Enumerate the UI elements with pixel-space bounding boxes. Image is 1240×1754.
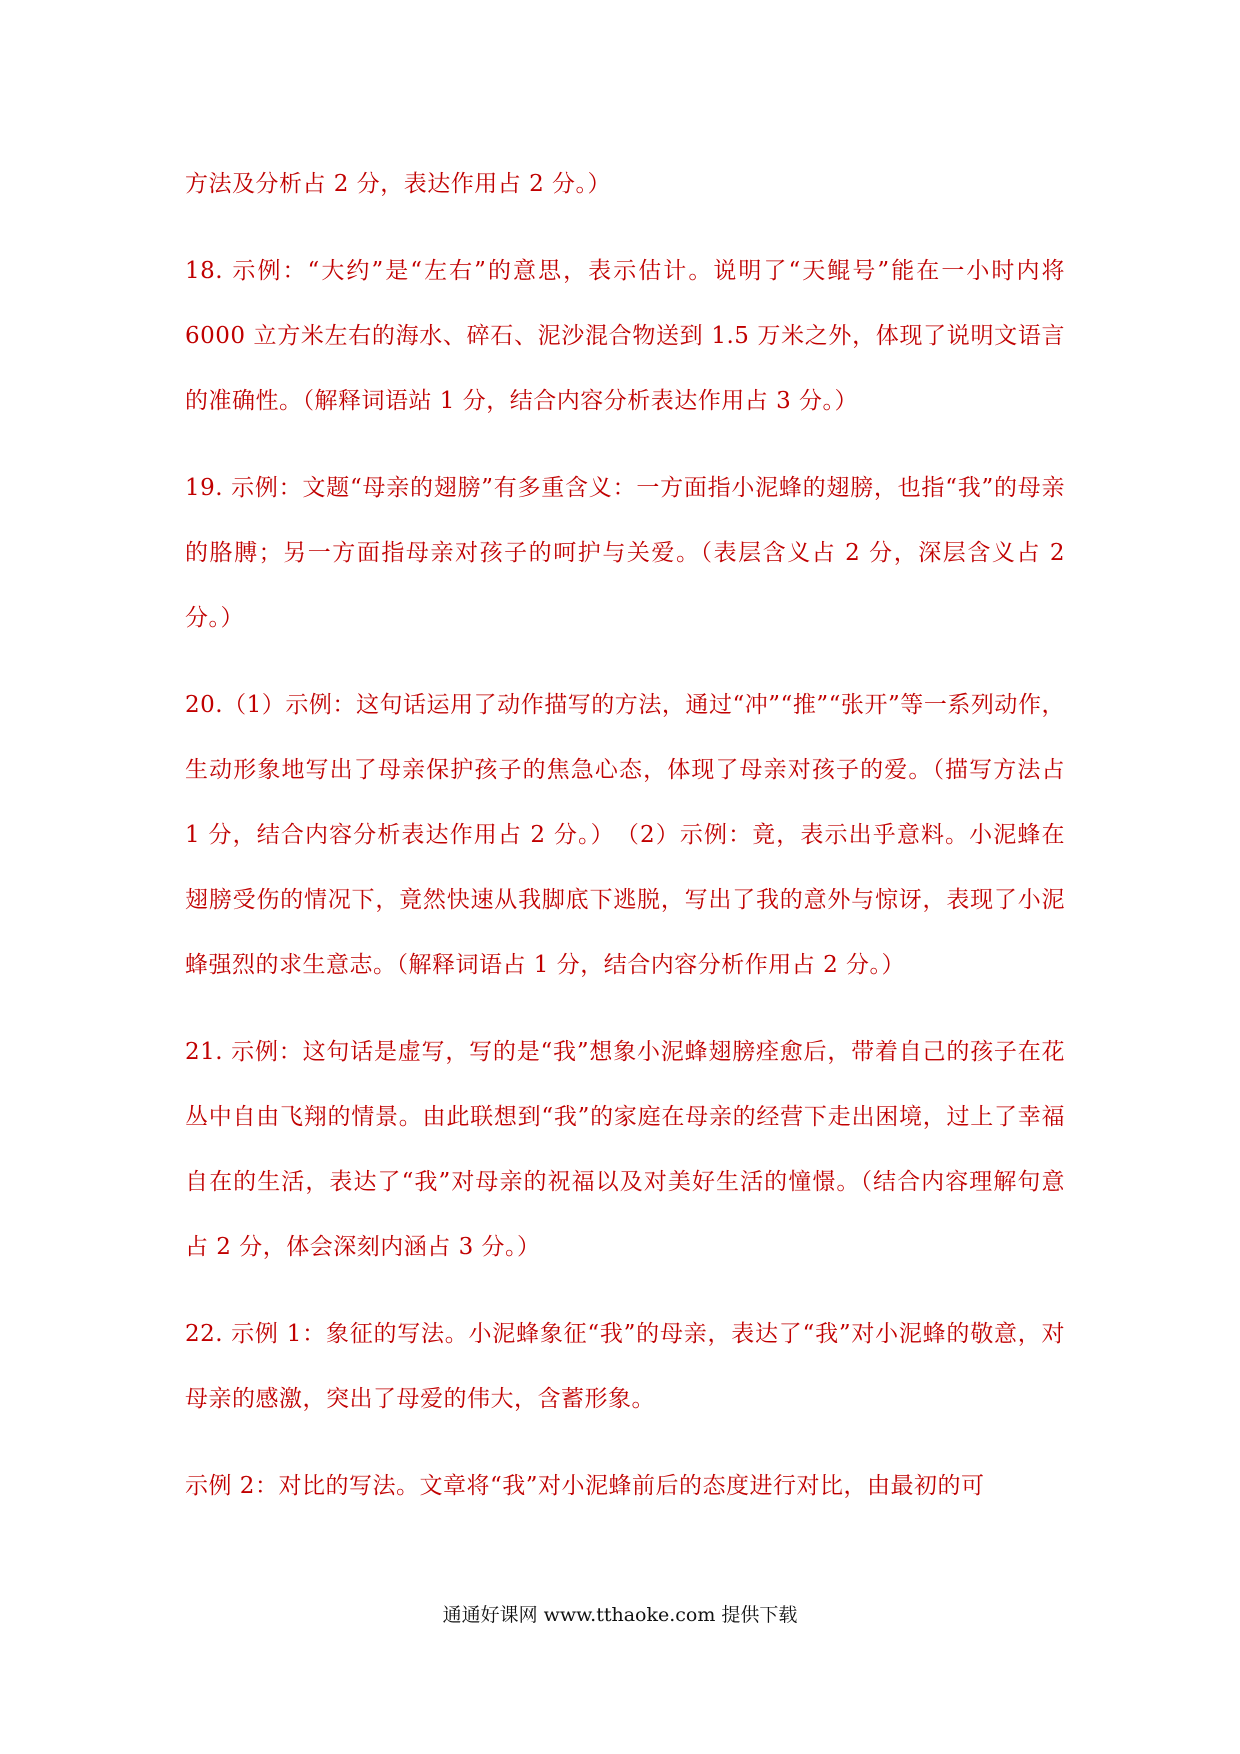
- answer-paragraph-18: 18. 示例：“大约”是“左右”的意思，表示估计。说明了“天鲲号”能在一小时内将 6000 立方米左右的海水、碎石、泥沙混合物送到 1.5 万米之外，体现了说明文语言的准确性。（解释词语站 1 分，结合内容分析表达作用占 3 分。）: [185, 258, 1065, 414]
- answer-content: [185, 152, 1065, 1541]
- page-footer: 通通好课网 www.tthaoke.com 提供下载: [442, 1604, 798, 1626]
- answer-paragraph-20: 20.（1）示例：这句话运用了动作描写的方法，通过“冲”“推”“张开”等一系列动作，生动形象地写出了母亲保护孩子的焦急心态，体现了母亲对孩子的爱。（描写方法占 1 分，结合内容分析表达作用占 2 分。） （2）示例：竟，表示出乎意料。小泥蜂在翅膀受伤的情况下，竟然快速从我脚底下逃脱，写出了我的意外与惊讶，表现了小泥蜂强烈的求生意志。（解释词语占 1 分，结合内容分析作用占 2 分。）: [185, 692, 1065, 978]
- answer-paragraph-22-example-1: 22. 示例 1：象征的写法。小泥蜂象征“我”的母亲，表达了“我”对小泥蜂的敬意，对母亲的感激，突出了母爱的伟大，含蓄形象。: [185, 1321, 1065, 1412]
- answer-paragraph-22-example-2: 示例 2：对比的写法。文章将“我”对小泥蜂前后的态度进行对比，由最初的可: [185, 1473, 985, 1499]
- answer-paragraph-19: 19. 示例：文题“母亲的翅膀”有多重含义：一方面指小泥蜂的翅膀，也指“我”的母亲的胳膊；另一方面指母亲对孩子的呵护与关爱。（表层含义占 2 分，深层含义占 2 分。）: [185, 475, 1065, 631]
- answer-paragraph-21: 21. 示例：这句话是虚写，写的是“我”想象小泥蜂翅膀痊愈后，带着自己的孩子在花丛中自由飞翔的情景。由此联想到“我”的家庭在母亲的经营下走出困境，过上了幸福自在的生活，表达了“我”对母亲的祝福以及对美好生活的憧憬。（结合内容理解句意占 2 分，体会深刻内涵占 3 分。）: [185, 1039, 1065, 1260]
- answer-paragraph-continuation: 方法及分析占 2 分，表达作用占 2 分。）: [185, 171, 612, 197]
